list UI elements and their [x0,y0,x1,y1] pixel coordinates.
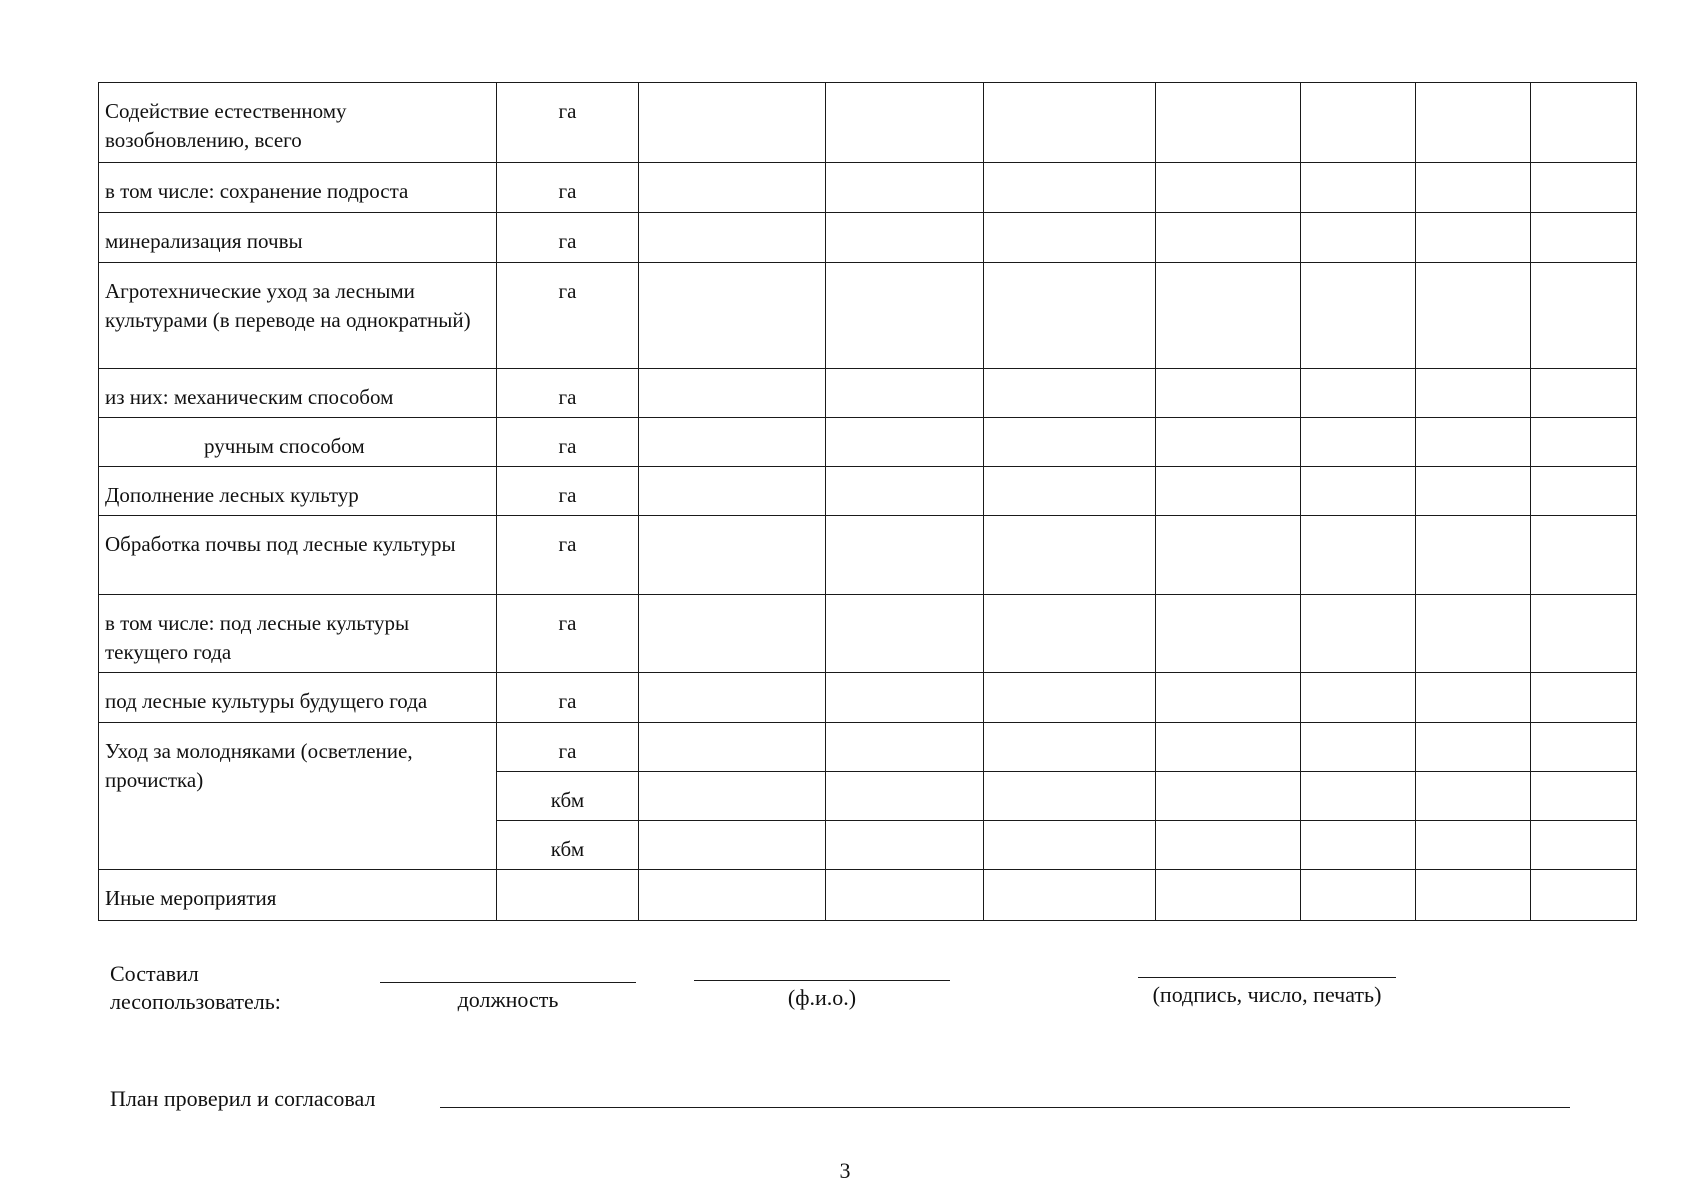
row-unit: га [497,83,639,163]
data-cell[interactable] [1156,772,1301,821]
data-cell[interactable] [826,83,984,163]
data-cell[interactable] [1416,418,1531,467]
data-cell[interactable] [639,772,826,821]
data-cell[interactable] [1531,163,1637,213]
data-cell[interactable] [1156,516,1301,595]
data-cell[interactable] [1416,263,1531,369]
data-cell[interactable] [826,772,984,821]
data-cell[interactable] [1156,723,1301,772]
approval-signature-line[interactable] [440,1107,1570,1108]
data-cell[interactable] [1531,673,1637,723]
data-cell[interactable] [1531,418,1637,467]
row-label: Содействие естественному возобновлению, всего [99,83,497,163]
data-cell[interactable] [1156,870,1301,921]
data-cell[interactable] [1301,163,1416,213]
data-cell[interactable] [826,595,984,673]
table-row [99,163,1637,213]
data-cell[interactable] [1531,821,1637,870]
data-cell[interactable] [1416,83,1531,163]
row-label: минерализация почвы [99,213,497,263]
data-cell[interactable] [639,263,826,369]
data-cell[interactable] [984,263,1156,369]
row-label: в том числе: сохранение подроста [99,163,497,213]
forest-user-label: лесопользователь: [110,989,281,1014]
row-unit: га [497,369,639,418]
data-cell[interactable] [639,213,826,263]
row-unit: га [497,595,639,673]
data-cell[interactable] [1531,263,1637,369]
table-row [99,418,1637,467]
data-cell[interactable] [1301,83,1416,163]
data-cell[interactable] [639,516,826,595]
table-row [99,467,1637,516]
table-row [99,870,1637,921]
data-cell[interactable] [1531,595,1637,673]
data-cell[interactable] [1416,772,1531,821]
data-cell[interactable] [1156,369,1301,418]
row-unit: га [497,263,639,369]
data-cell[interactable] [639,418,826,467]
data-cell[interactable] [1301,772,1416,821]
data-cell[interactable] [1531,516,1637,595]
data-cell[interactable] [1531,870,1637,921]
data-cell[interactable] [1531,723,1637,772]
data-cell[interactable] [984,673,1156,723]
data-cell[interactable] [1416,673,1531,723]
data-cell[interactable] [1531,369,1637,418]
page-number: 3 [839,1158,851,1183]
data-cell[interactable] [1531,772,1637,821]
row-unit: кбм [497,772,639,821]
table-row [99,83,1637,163]
data-cell[interactable] [1301,723,1416,772]
data-cell[interactable] [1416,723,1531,772]
data-cell[interactable] [639,595,826,673]
row-label: из них: механическим способом [99,369,497,418]
row-label: Агротехнические уход за лесными культурами (в переводе на однократный) [99,263,497,369]
table-row [99,516,1637,595]
data-cell[interactable] [1301,263,1416,369]
data-cell[interactable] [639,723,826,772]
data-cell[interactable] [1416,870,1531,921]
row-label: Уход за молодняками (осветление, прочистка) [99,723,497,870]
data-cell[interactable] [1301,418,1416,467]
data-cell[interactable] [1156,213,1301,263]
data-cell[interactable] [1156,673,1301,723]
data-cell[interactable] [984,83,1156,163]
name-caption: (ф.и.о.) [787,985,857,1010]
approved-by-label: План проверил и согласовал [110,1086,376,1111]
data-cell[interactable] [1156,163,1301,213]
data-cell[interactable] [826,870,984,921]
signature-line[interactable] [1138,977,1396,978]
position-caption: должность [457,987,559,1012]
data-cell[interactable] [984,821,1156,870]
data-cell[interactable] [1416,595,1531,673]
data-cell[interactable] [1531,467,1637,516]
data-cell[interactable] [1301,369,1416,418]
data-cell[interactable] [984,213,1156,263]
row-unit: га [497,213,639,263]
row-unit: кбм [497,821,639,870]
data-cell[interactable] [1156,467,1301,516]
row-unit: га [497,723,639,772]
compiled-by-label: Составил [110,961,199,986]
data-cell[interactable] [826,213,984,263]
row-label: Иные мероприятия [99,870,497,921]
name-signature-line[interactable] [694,980,950,981]
row-unit: га [497,467,639,516]
data-cell[interactable] [826,263,984,369]
row-label: ручным способом [99,418,497,467]
data-cell[interactable] [1301,467,1416,516]
data-cell[interactable] [1156,263,1301,369]
row-unit: га [497,418,639,467]
data-cell[interactable] [826,821,984,870]
data-cell[interactable] [826,723,984,772]
table-row [99,369,1637,418]
data-cell[interactable] [984,516,1156,595]
data-cell[interactable] [826,467,984,516]
table-row [99,673,1637,723]
data-cell[interactable] [1301,673,1416,723]
data-cell[interactable] [826,516,984,595]
row-unit: га [497,163,639,213]
position-signature-line[interactable] [380,982,636,983]
data-cell[interactable] [984,369,1156,418]
data-cell[interactable] [1156,83,1301,163]
data-cell[interactable] [984,418,1156,467]
data-cell[interactable] [639,467,826,516]
data-cell[interactable] [1301,516,1416,595]
data-cell[interactable] [826,673,984,723]
data-cell[interactable] [1301,821,1416,870]
table-row [99,213,1637,263]
table-row [99,595,1637,673]
row-unit [497,870,639,921]
row-label: под лесные культуры будущего года [99,673,497,723]
data-cell[interactable] [984,595,1156,673]
row-label: Дополнение лесных культур [99,467,497,516]
data-cell[interactable] [984,723,1156,772]
data-cell[interactable] [1301,595,1416,673]
data-cell[interactable] [1416,163,1531,213]
data-cell[interactable] [1156,595,1301,673]
row-unit: га [497,516,639,595]
row-label: в том числе: под лесные культуры текущего года [99,595,497,673]
data-cell[interactable] [1416,516,1531,595]
data-cell[interactable] [639,83,826,163]
data-cell[interactable] [639,870,826,921]
table-row [99,723,1637,772]
table-row [99,263,1637,369]
data-cell[interactable] [1531,83,1637,163]
data-cell[interactable] [1416,467,1531,516]
data-cell[interactable] [826,369,984,418]
data-cell[interactable] [984,163,1156,213]
data-cell[interactable] [826,163,984,213]
data-cell[interactable] [639,673,826,723]
data-cell[interactable] [1531,213,1637,263]
row-unit: га [497,673,639,723]
data-cell[interactable] [1416,369,1531,418]
data-cell[interactable] [639,821,826,870]
data-cell[interactable] [1156,821,1301,870]
data-cell[interactable] [1301,213,1416,263]
data-cell[interactable] [984,772,1156,821]
signature-caption: (подпись, число, печать) [1152,982,1382,1007]
data-cell[interactable] [1416,821,1531,870]
data-cell[interactable] [1301,870,1416,921]
forestry-plan-table [98,82,1637,921]
row-label: Обработка почвы под лесные культуры [99,516,497,595]
data-cell[interactable] [1156,418,1301,467]
data-cell[interactable] [639,163,826,213]
data-cell[interactable] [984,870,1156,921]
data-cell[interactable] [984,467,1156,516]
data-cell[interactable] [639,369,826,418]
data-cell[interactable] [826,418,984,467]
data-cell[interactable] [1416,213,1531,263]
